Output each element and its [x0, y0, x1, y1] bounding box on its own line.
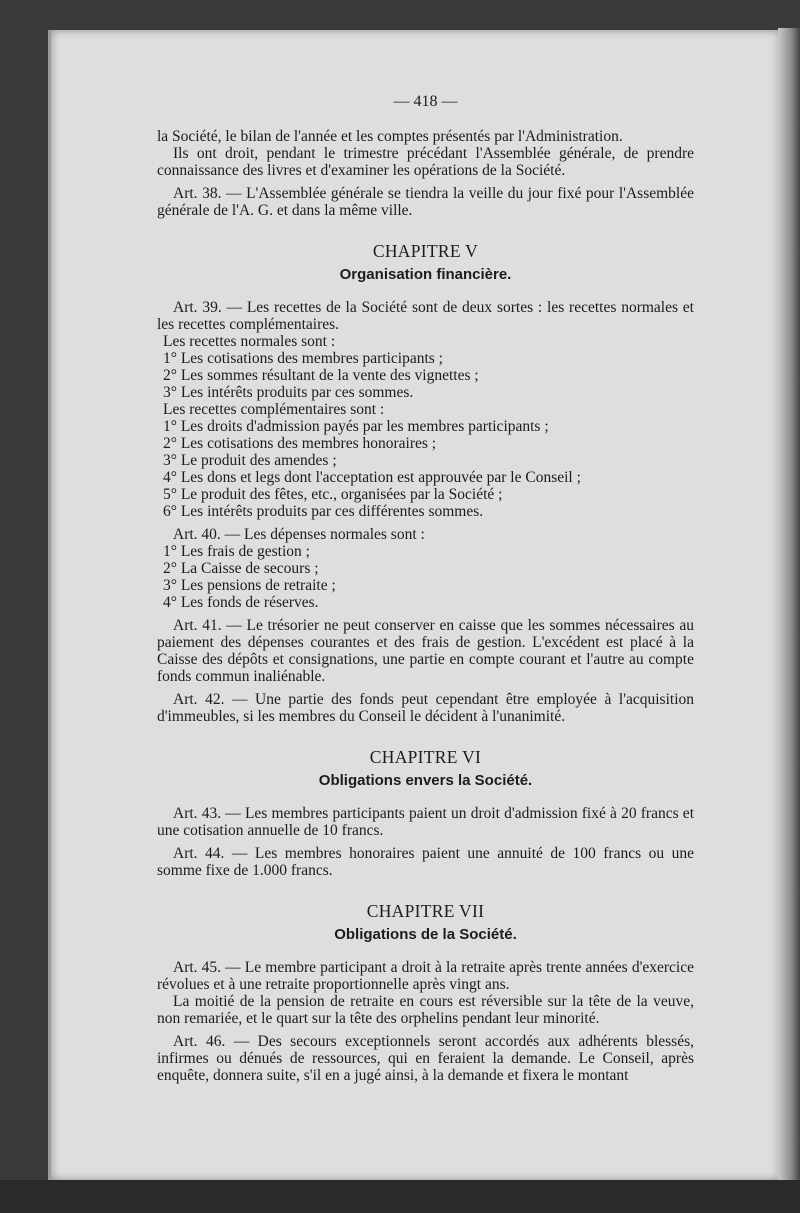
list-item: 4° Les fonds de réserves.	[163, 594, 319, 611]
list-item: 3° Les intérêts produits par ces sommes.	[163, 384, 414, 401]
chapter-6-heading: CHAPITRE VI	[369, 747, 482, 767]
article-45-continued: La moitié de la pension de retraite en cours est réversible sur la tête de la veuve, non remariée, et le quart sur la tête des orphelins pendant leur minorité.	[157, 993, 694, 1027]
article-42: Art. 42. — Une partie des fonds peut cependant être employée à l'acquisition d'immeubles, si les membres du Conseil le décident à l'unanimité.	[157, 691, 694, 725]
intro-line-1: la Société, le bilan de l'année et les comptes présentés par l'Administration.	[157, 128, 623, 145]
article-46: Art. 46. — Des secours exceptionnels seront accordés aux adhérents blessés, infirmes ou dénués de ressources, qui en feraient la demande. Le Conseil, après enquête, donnera suite, s'il en a jugé ainsi, à la demande et fixera le montant	[157, 1033, 694, 1084]
chapter-5-title: Organisation financière.	[339, 266, 512, 283]
recettes-normales-intro: Les recettes normales sont :	[163, 333, 336, 350]
list-item: 1° Les frais de gestion ;	[163, 543, 310, 560]
list-item: 2° Les cotisations des membres honoraires ;	[163, 435, 437, 452]
intro-paragraph-2: Ils ont droit, pendant le trimestre précédant l'Assemblée générale, de prendre connaissance des livres et d'examiner les opérations de la Société.	[157, 145, 694, 179]
list-item: 1° Les cotisations des membres participants ;	[163, 350, 443, 367]
list-item: 3° Les pensions de retraite ;	[163, 577, 336, 594]
page-bottom-edge	[0, 1180, 800, 1213]
recettes-complementaires-intro: Les recettes complémentaires sont :	[163, 401, 385, 418]
list-item: 4° Les dons et legs dont l'acceptation est approuvée par le Conseil ;	[163, 469, 581, 486]
list-item: 1° Les droits d'admission payés par les membres participants ;	[163, 418, 549, 435]
list-item: 3° Le produit des amendes ;	[163, 452, 337, 469]
article-40: Art. 40. — Les dépenses normales sont :	[173, 526, 425, 543]
article-39: Art. 39. — Les recettes de la Société sont de deux sortes : les recettes normales et les recettes complémentaires.	[157, 299, 694, 333]
article-41: Art. 41. — Le trésorier ne peut conserver en caisse que les sommes nécessaires au paiement des dépenses courantes et des frais de gestion. L'excédent est placé à la Caisse des dépôts et consignations, une partie en compte courant et l'autre au compte fonds commun inaliénable.	[157, 617, 694, 685]
chapter-6-title: Obligations envers la Société.	[318, 772, 533, 789]
list-item: 2° Les sommes résultant de la vente des vignettes ;	[163, 367, 479, 384]
list-item: 5° Le produit des fêtes, etc., organisées par la Société ;	[163, 486, 503, 503]
chapter-5-heading: CHAPITRE V	[372, 241, 479, 261]
article-38: Art. 38. — L'Assemblée générale se tiendra la veille du jour fixé pour l'Assemblée générale de l'A. G. et dans la même ville.	[157, 185, 694, 219]
binding-edge	[778, 28, 800, 1188]
chapter-7-title: Obligations de la Société.	[334, 926, 517, 943]
page-number: — 418 —	[393, 93, 458, 110]
list-item: 6° Les intérêts produits par ces différentes sommes.	[163, 503, 484, 520]
article-44: Art. 44. — Les membres honoraires paient une annuité de 100 francs ou une somme fixe de 1.000 francs.	[157, 845, 694, 879]
article-45: Art. 45. — Le membre participant a droit à la retraite après trente années d'exercice révolues et à une retraite proportionnelle après vingt ans.	[157, 959, 694, 993]
page-text	[157, 93, 694, 1084]
list-item: 2° La Caisse de secours ;	[163, 560, 319, 577]
article-43: Art. 43. — Les membres participants paient un droit d'admission fixé à 20 francs et une cotisation annuelle de 10 francs.	[157, 805, 694, 839]
chapter-7-heading: CHAPITRE VII	[366, 901, 485, 921]
